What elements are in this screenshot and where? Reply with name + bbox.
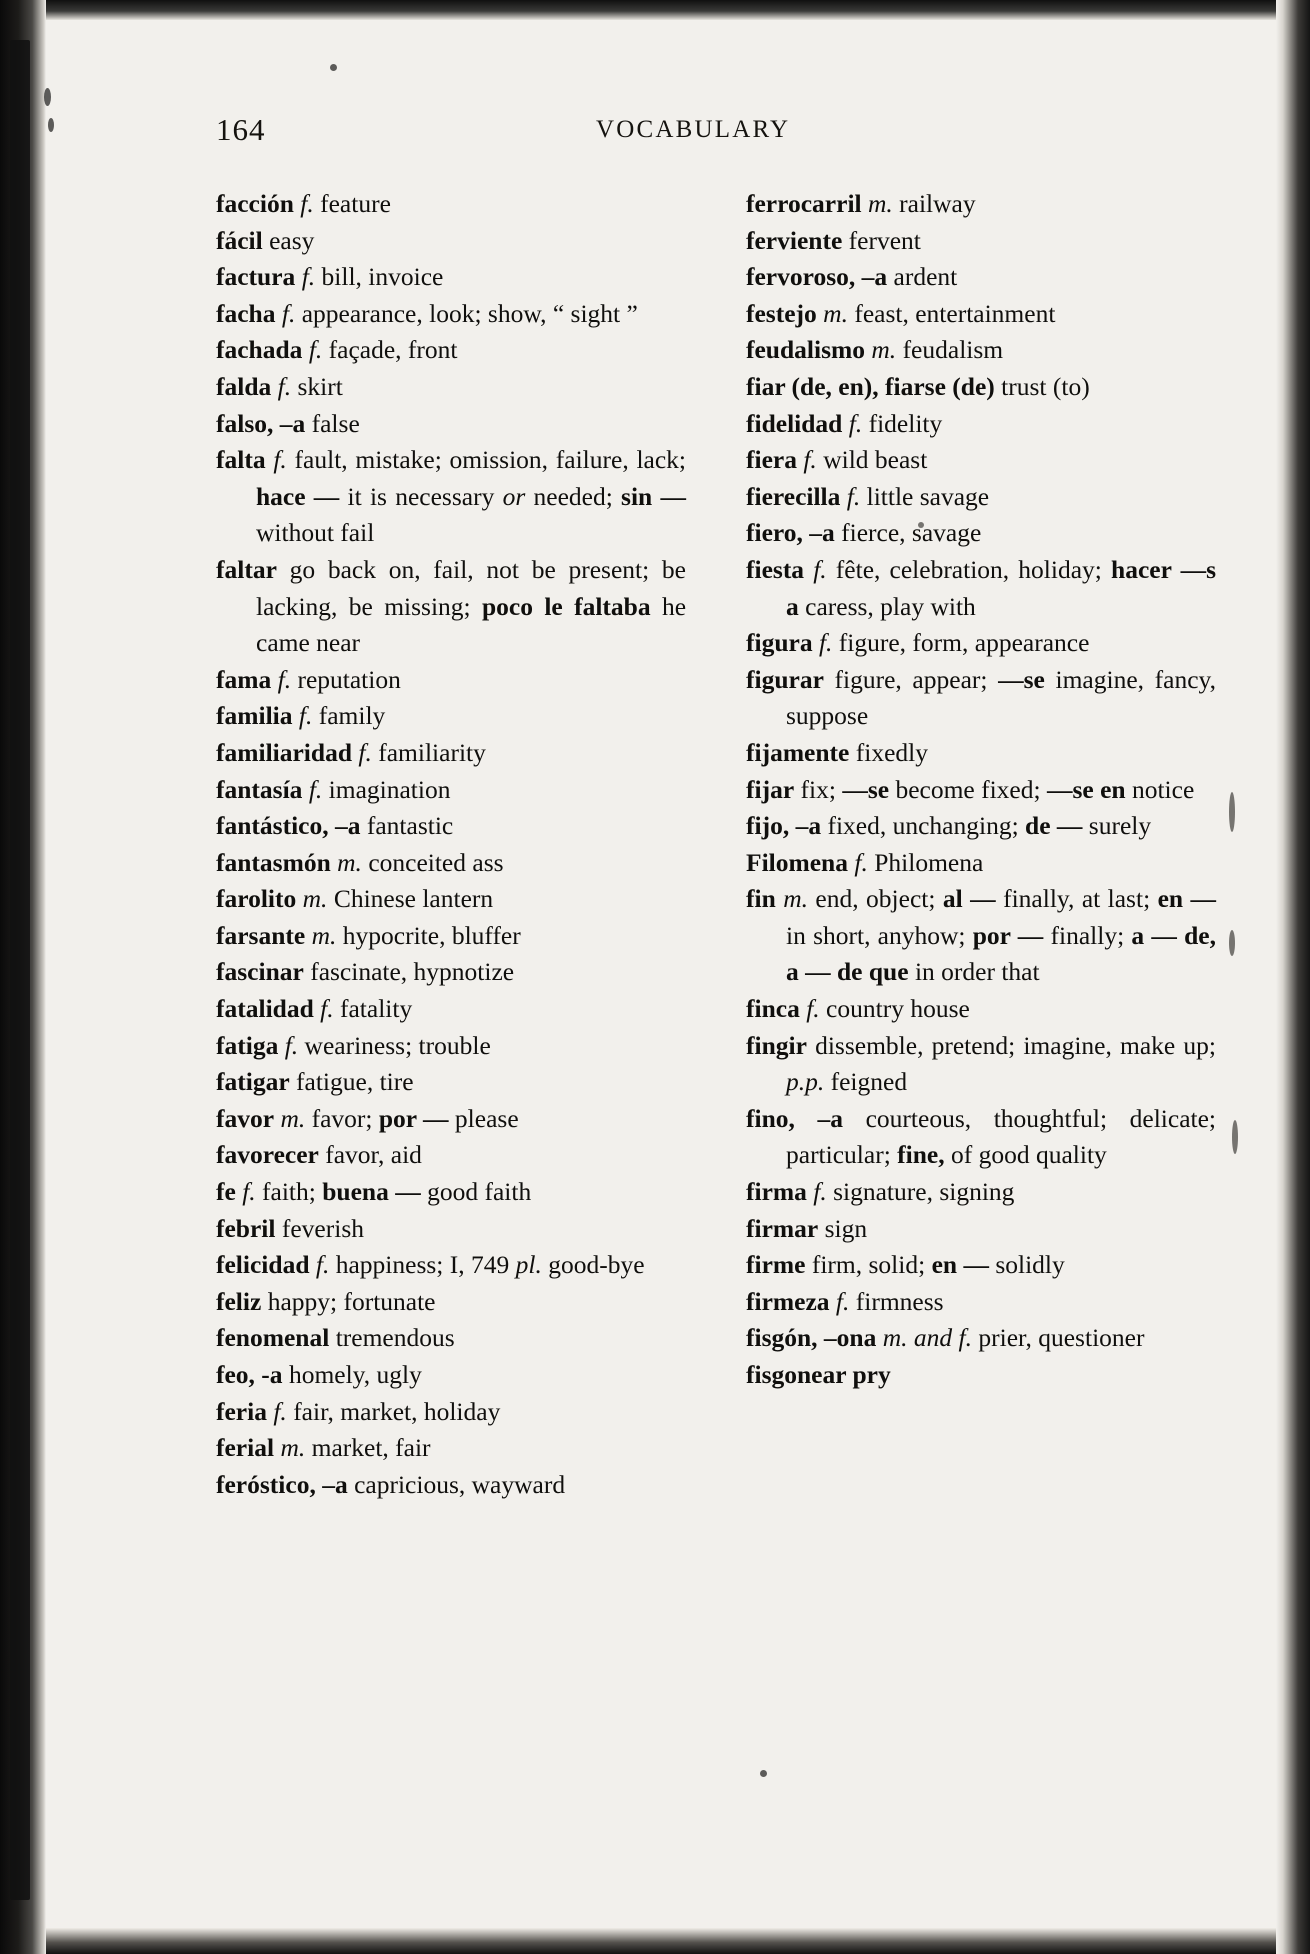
dictionary-entry: fantasmón m. conceited ass	[216, 847, 504, 877]
dictionary-entry: Filomena f. Philomena	[746, 847, 984, 877]
column-left	[216, 186, 686, 1503]
dictionary-entry: fin m. end, object; al — finally, at last; en — in short, anyhow; por — finally; a — de, a — de que in order that	[746, 884, 1217, 987]
dictionary-entry: firme firm, solid; en — solidly	[746, 1250, 1065, 1280]
dictionary-entry: facción f. feature	[216, 189, 391, 218]
dictionary-entry: fiera f. wild beast	[746, 445, 928, 475]
dictionary-entry: fijar fix; —se become fixed; —se en notice	[746, 774, 1195, 804]
dictionary-entry: falta f. fault, mistake; omission, failure, lack; hace — it is necessary or needed; sin — without fail	[216, 445, 686, 548]
dictionary-entry: fascinar fascinate, hypnotize	[216, 957, 515, 987]
dictionary-entry: feróstico, –a capricious, wayward	[216, 1469, 566, 1499]
dictionary-entry: fatigar fatigue, tire	[216, 1067, 414, 1097]
dictionary-entry: fatiga f. weariness; trouble	[216, 1030, 491, 1060]
dictionary-entry: fenomenal tremendous	[216, 1323, 455, 1353]
dictionary-entry: feria f. fair, market, holiday	[216, 1396, 501, 1426]
dictionary-entry: fantasía f. imagination	[216, 774, 451, 804]
dictionary-entry: fachada f. façade, front	[216, 335, 458, 365]
dictionary-entry: facha f. appearance, look; show, “ sight ”	[216, 298, 638, 328]
dictionary-entry: favor m. favor; por — please	[216, 1103, 519, 1133]
dictionary-entry: fervoroso, –a ardent	[746, 262, 958, 292]
dictionary-entry: firma f. signature, signing	[746, 1177, 1015, 1207]
dictionary-entry: feo, -a homely, ugly	[216, 1360, 422, 1389]
dictionary-entry: ferial m. market, fair	[216, 1433, 431, 1463]
dictionary-entry: fiar (de, en), fiarse (de) trust (to)	[746, 371, 1090, 401]
dictionary-entry: feliz happy; fortunate	[216, 1286, 436, 1316]
dictionary-entry: fatalidad f. fatality	[216, 994, 413, 1024]
dictionary-entry: ferviente fervent	[746, 225, 921, 255]
dictionary-entry: familia f. family	[216, 701, 386, 731]
dictionary-entry: fe f. faith; buena — good faith	[216, 1177, 532, 1207]
dictionary-entry: faltar go back on, fail, not be present; be lacking, be missing; poco le faltaba he came near	[216, 554, 687, 658]
dictionary-entry: firmar sign	[746, 1213, 868, 1243]
dictionary-entry: fisgonear pry	[746, 1360, 891, 1389]
dictionary-entry: febril feverish	[216, 1213, 364, 1243]
dictionary-entry: feudalismo m. feudalism	[746, 335, 1004, 365]
dictionary-entry: figura f. figure, form, appearance	[746, 628, 1090, 658]
text-columns	[216, 186, 1216, 1503]
dictionary-entry: fidelidad f. fidelity	[746, 408, 943, 438]
dictionary-entry: fantástico, –a fantastic	[216, 811, 454, 841]
dictionary-entry: fino, –a courteous, thoughtful; delicate; particular; fine, of good quality	[746, 1103, 1217, 1170]
dictionary-entry: fijamente fixedly	[746, 737, 928, 767]
dictionary-entry: festejo m. feast, entertainment	[746, 298, 1056, 328]
page-number: 164	[216, 112, 266, 147]
page-header	[216, 112, 1166, 148]
dictionary-entry: firmeza f. firmness	[746, 1286, 944, 1316]
dictionary-entry: farsante m. hypocrite, bluffer	[216, 920, 521, 950]
dictionary-entry: figurar figure, appear; —se imagine, fancy, suppose	[746, 664, 1216, 731]
dictionary-entry: fisgón, –ona m. and f. prier, questioner	[746, 1323, 1145, 1353]
dictionary-entry: felicidad f. happiness; I, 749 pl. good-bye	[216, 1250, 645, 1280]
dictionary-entry: fierecilla f. little savage	[746, 481, 990, 511]
dictionary-entry: falda f. skirt	[216, 371, 343, 401]
dictionary-entry: factura f. bill, invoice	[216, 262, 444, 292]
dictionary-entry: fácil easy	[216, 225, 315, 255]
running-head: VOCABULARY	[596, 116, 791, 143]
dictionary-entry: familiaridad f. familiarity	[216, 737, 486, 767]
dictionary-entry: ferrocarril m. railway	[746, 189, 976, 218]
dictionary-entry: fijo, –a fixed, unchanging; de — surely	[746, 811, 1152, 841]
dictionary-entry: favorecer favor, aid	[216, 1140, 422, 1170]
column-right	[746, 186, 1216, 1503]
dictionary-entry: finca f. country house	[746, 994, 970, 1024]
dictionary-entry: fiero, –a fierce, savage	[746, 518, 982, 548]
dictionary-entry: fama f. reputation	[216, 664, 401, 694]
dictionary-entry: fingir dissemble, pretend; imagine, make up; p.p. feigned	[746, 1030, 1216, 1097]
dictionary-entry: fiesta f. fête, celebration, holiday; hacer —s a caress, play with	[746, 554, 1216, 621]
dictionary-entry: farolito m. Chinese lantern	[216, 884, 494, 914]
dictionary-entry: falso, –a false	[216, 408, 360, 438]
